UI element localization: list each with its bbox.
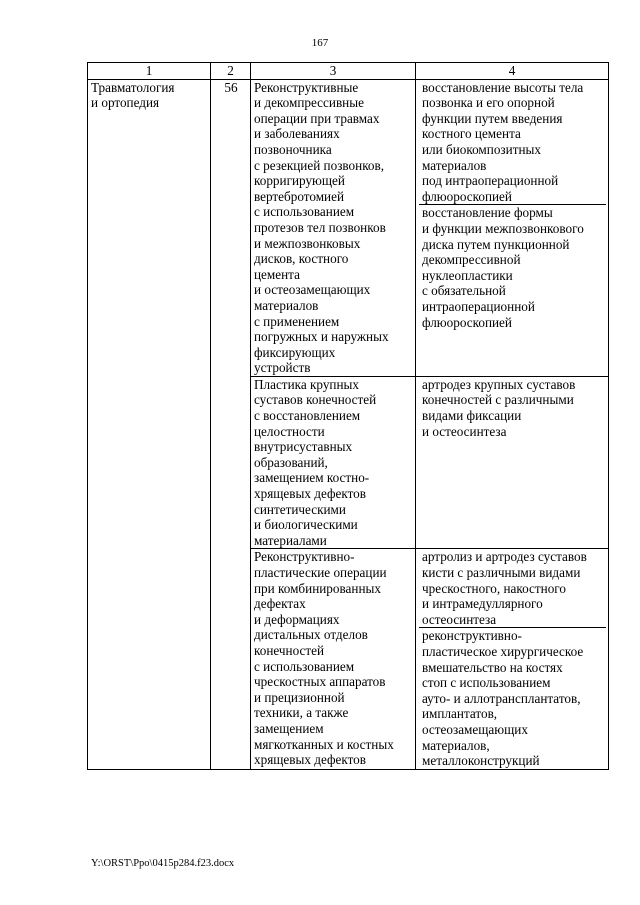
column-header-3: 3 — [251, 63, 416, 80]
table-row — [88, 79, 609, 376]
methods-cell — [416, 79, 609, 376]
intervention-cell — [251, 79, 416, 376]
column-header-4: 4 — [416, 63, 609, 80]
intervention-cell — [251, 376, 416, 549]
methods-cell — [416, 549, 609, 769]
group-number: 56 — [224, 79, 238, 95]
table-header-row — [88, 63, 609, 80]
method-text: восстановление высоты тела позвонка и его опорной функции путем введения костного цемента или биокомпозитных материалов под интраоперационной флюороскопией — [422, 79, 584, 204]
intervention-text: Пластика крупных суставов конечностей с восстановлением целостности внутрисуставных образований, замещением костно- хрящевых дефектов синтетическими и биологическими материалами — [254, 376, 377, 548]
column-header-2: 2 — [211, 63, 251, 80]
method-text: восстановление формы и функции межпозвонкового диска путем пункционной декомпрессивной нуклеопластики с обязательной интраоперационной флюороскопией — [419, 204, 606, 330]
page-number: 167 — [311, 37, 329, 49]
group-number-cell — [211, 79, 251, 769]
specialty-cell — [88, 79, 211, 769]
column-header-1: 1 — [88, 63, 211, 80]
method-text: артролиз и артродез суставов кисти с различными видами чрескостного, накостного и интрамедуллярного остеосинтеза — [422, 549, 587, 627]
footer-file-path: Y:\ORST\Ppo\0415p284.f23.docx — [91, 858, 235, 869]
intervention-text: Реконструктивно- пластические операции при комбинированных дефектах и деформациях дистальных отделов конечностей с использованием чрескостных аппаратов и прецизионной техники, а также замещением мягкотканных и костных хрящевых дефектов — [254, 549, 394, 768]
method-text: артродез крупных суставов конечностей с различными видами фиксации и остеосинтеза — [422, 376, 576, 439]
intervention-text: Реконструктивные и декомпрессивные операции при травмах и заболеваниях позвоночника с резекцией позвонков, корригирующей вертебротомией с использованием протезов тел позвонков и межпозвонковых дисков, костного цемента и остеозамещающих материалов с применением погружных и наружных фиксирующих устройств — [254, 79, 389, 376]
procedures-table — [87, 62, 609, 770]
methods-cell — [416, 376, 609, 549]
intervention-cell — [251, 549, 416, 769]
specialty-name: Травматология и ортопедия — [91, 79, 175, 111]
method-text: реконструктивно- пластическое хирургическое вмешательство на костях стоп с использованием ауто- и аллотрансплантатов, имплантатов, остеозамещающих материалов, металлоконструкций — [419, 627, 606, 768]
